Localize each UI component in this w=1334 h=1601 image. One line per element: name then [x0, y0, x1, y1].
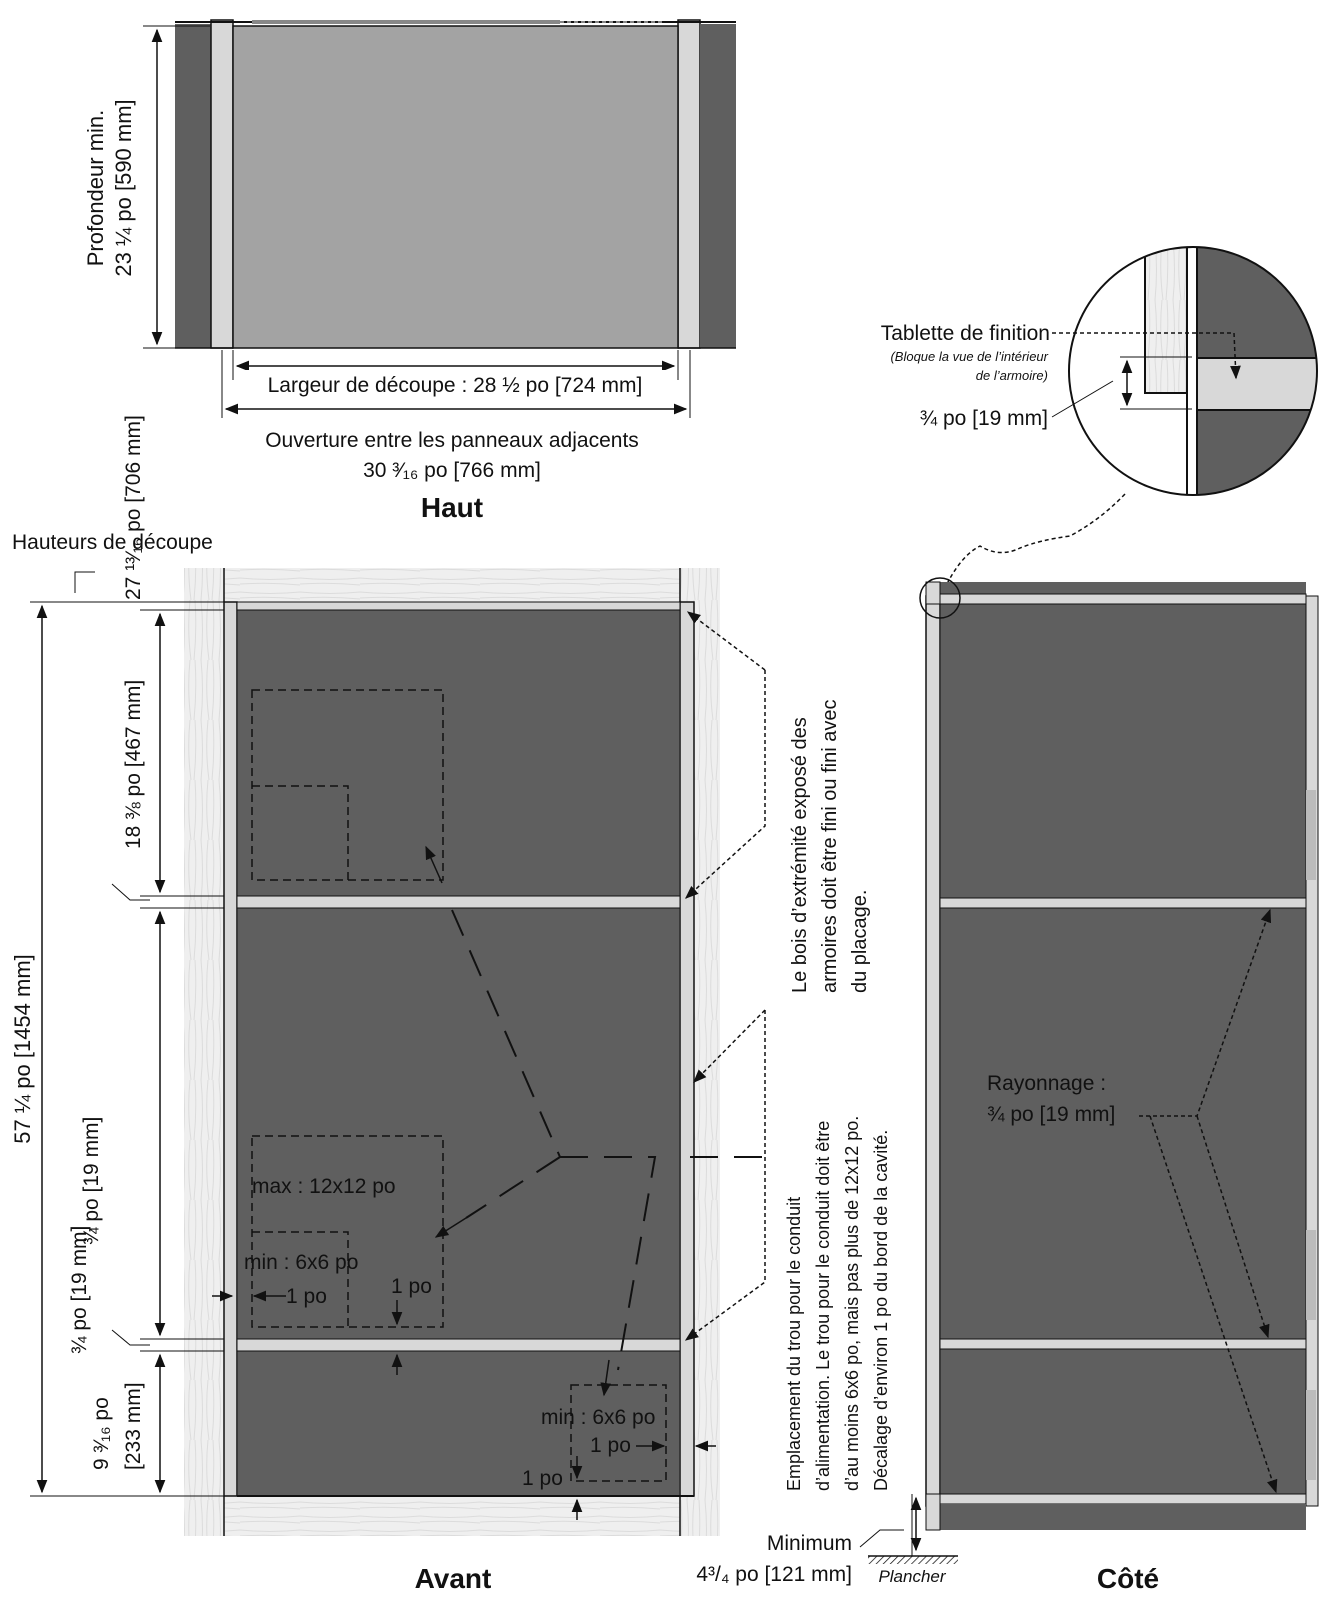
offset-bottom-label: 1 po [391, 1275, 432, 1298]
top-cavity [233, 26, 678, 348]
bottom-height-2: [233 mm] [122, 1382, 145, 1470]
conduit-note-1: Emplacement du trou pour le conduit [784, 1196, 804, 1491]
cutout-heights-label: Hauteurs de découpe [12, 531, 213, 554]
cutout-width: Largeur de découpe : 28 ½ po [724 mm] [267, 374, 643, 397]
shelf-thickness: ¾ po [19 mm] [919, 407, 1048, 430]
shelving-value: ¾ po [19 mm] [987, 1103, 1116, 1126]
depth-label: Profondeur min. [83, 109, 108, 267]
floor-hatch [868, 1556, 958, 1564]
gap-lower-label: ¾ po [19 mm] [68, 1225, 91, 1354]
opening-value: 30 ³⁄₁₆ po [766 mm] [363, 459, 541, 482]
finish-shelf-note-2: de l’armoire) [975, 368, 1048, 383]
top-view-title: Haut [420, 492, 484, 523]
front-right-side-panel [680, 602, 694, 1496]
total-height: 57 ¼ po [1454 mm] [10, 954, 35, 1144]
front-bottom-woodgrain [224, 1496, 680, 1536]
front-left-side-panel [224, 602, 237, 1496]
side-plinth [940, 1504, 1306, 1530]
side-upper-cavity [940, 604, 1306, 898]
top-left-side-panel [211, 20, 233, 348]
front-view-title: Avant [414, 1563, 492, 1594]
side-view-title: Côté [1096, 1563, 1160, 1594]
front-top-woodgrain [224, 568, 680, 602]
min-hole-label: min : 6x6 po [244, 1251, 359, 1274]
conduit-note-4: Décalage d’environ 1 po du bord de la cavité. [871, 1129, 891, 1491]
depth-value: 23 ¼ po [590 mm] [111, 99, 136, 277]
front-view [10, 415, 891, 1594]
offset-floor-label: 1 po [522, 1467, 563, 1490]
finish-shelf-note-1: (Bloque la vue de l’intérieur [890, 349, 1048, 364]
top-right-dark-panel [700, 24, 736, 348]
top-view [83, 20, 736, 523]
max-hole-label: max : 12x12 po [252, 1175, 396, 1198]
conduit-note-3: d’au moins 6x6 po, mais pas plus de 12x12 po. [842, 1115, 862, 1491]
top-right-side-panel [678, 20, 700, 348]
shelving-label: Rayonnage : [987, 1072, 1107, 1095]
front-upper-shelf [237, 896, 680, 908]
front-upper-cavity [237, 610, 680, 896]
conduit-note-2: d’alimentation. Le trou pour le conduit doit être [813, 1120, 833, 1491]
side-bottom-shelf [940, 1494, 1306, 1504]
front-left-woodgrain [184, 568, 224, 1536]
minimum-label: Minimum [766, 1532, 852, 1555]
side-back-panel [1306, 596, 1318, 1506]
side-front-edge [926, 596, 940, 1506]
finish-shelf-detail [881, 240, 1327, 590]
end-grain-note-3: du placage. [849, 889, 871, 993]
offset-left-label: 1 po [286, 1285, 327, 1308]
gap-upper-label: ¾ po [19 mm] [80, 1116, 103, 1245]
drawer-height: 18 ⅜ po [467 mm] [122, 679, 145, 849]
side-top-finish [940, 594, 1306, 604]
end-grain-note-2: armoires doit être fini ou fini avec [819, 699, 841, 993]
min-hole-label-lower: min : 6x6 po [541, 1406, 656, 1429]
side-lower-cavity [940, 1349, 1306, 1494]
side-upper-shelf [940, 898, 1306, 908]
side-lower-shelf [940, 1339, 1306, 1349]
end-grain-note-1: Le bois d’extrémité exposé des [789, 717, 811, 993]
front-lower-shelf [237, 1339, 680, 1351]
minimum-value: 4³/₄ po [121 mm] [696, 1563, 852, 1586]
bottom-height-1: 9 ³⁄₁₆ po [90, 1397, 113, 1470]
opening-label: Ouverture entre les panneaux adjacents [265, 429, 639, 452]
offset-right-label: 1 po [590, 1434, 631, 1457]
front-top-rail [237, 602, 680, 610]
side-top-shelf [940, 582, 1306, 594]
upper-cutout-height: 27 ¹³⁄₁₆ po [706 mm] [122, 415, 145, 600]
front-middle-cavity [237, 908, 680, 1339]
floor-label: Plancher [878, 1567, 946, 1586]
top-left-dark-panel [175, 24, 211, 348]
finish-shelf-label: Tablette de finition [880, 322, 1050, 345]
